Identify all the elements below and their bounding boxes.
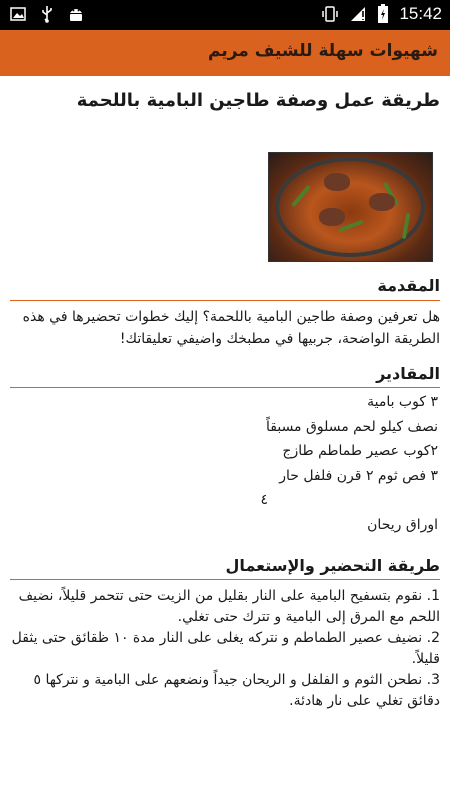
ingredient-item: ٤ [260, 492, 268, 508]
step-item: 2. نضيف عصير الطماطم و نتركه يغلى على النار مدة ١٠ ظقائق حتى يثقل قليلاً. [11, 630, 440, 667]
signal-icon [349, 5, 367, 23]
ingredient-item: ٣ كوب بامية [367, 394, 438, 410]
step-item: 3. نطحن الثوم و الفلفل و الريحان جيداً ونضعهم على البامية و نتركها ٥ دقائق تغلي على نار هادئة. [33, 672, 440, 709]
ingredient-item: ٣ فص ثوم ٢ قرن فلفل حار [279, 467, 438, 484]
vibrate-icon [321, 5, 339, 23]
recipe-title: طريقة عمل وصفة طاجين البامية باللحمة [76, 90, 440, 111]
meat-shape [324, 173, 350, 191]
ingredients-heading: المقادير [376, 364, 440, 383]
usb-icon [40, 5, 54, 23]
pot-rim [275, 157, 425, 257]
battery-icon [377, 4, 389, 24]
ingredients-divider [10, 387, 440, 388]
ingredient-item: نصف كيلو لحم مسلوق مسبقاً [266, 418, 438, 435]
meat-shape [369, 193, 395, 211]
intro-text: هل تعرفين وصفة طاجين البامية باللحمة؟ إليك خطوات تحضيرها في هذه الطريقة الواضحة، جربيها في مطبخك واضيفي تعليقاتك! [22, 309, 440, 347]
app-bar [0, 30, 450, 76]
ingredient-item: ٢كوب عصير طماطم طازج [282, 443, 438, 459]
recipe-content[interactable] [0, 76, 450, 800]
status-clock: 15:42 [399, 4, 442, 23]
image-icon [10, 7, 26, 21]
preparation-heading: طريقة التحضير والإستعمال [225, 556, 440, 575]
meat-shape [319, 208, 345, 226]
ingredients-list [18, 392, 438, 539]
preparation-divider [10, 579, 440, 580]
preparation-steps [10, 586, 440, 712]
recipe-image [268, 152, 433, 262]
ingredient-item: اوراق ريحان [367, 516, 438, 533]
step-item: 1. نقوم بتسفيح البامية على النار بقليل من الزيت حتى تتحمر قليلاً، نضيف اللحم مع المرق إلى البامية و تترك حتى تغلي. [18, 588, 440, 625]
intro-divider [10, 300, 440, 301]
status-bar [0, 0, 450, 30]
app-title: شهيوات سهلة للشيف مريم [207, 41, 438, 61]
intro-heading: المقدمة [377, 276, 440, 295]
android-icon [68, 5, 84, 23]
